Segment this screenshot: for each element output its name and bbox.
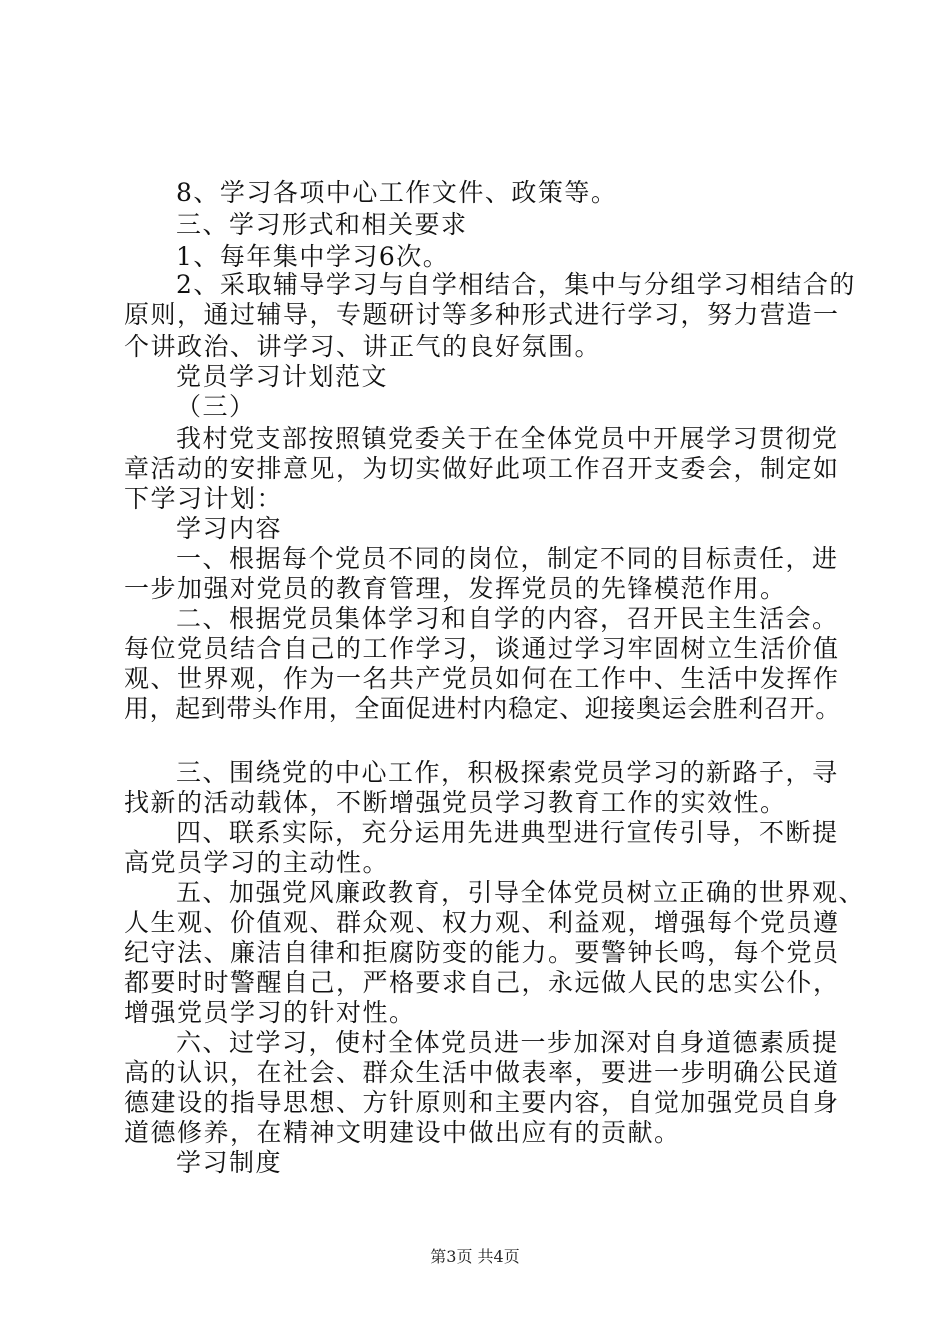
text-line: 2、采取辅导学习与自学相结合，集中与分组学习相结合的 (176, 270, 856, 299)
text-line: 每位党员结合自己的工作学习，谈通过学习牢固树立生活价值 (124, 634, 840, 663)
text-line: 一步加强对党员的教育管理，发挥党员的先锋模范作用。 (124, 574, 787, 603)
section-heading: 学习内容 (176, 514, 283, 543)
text-line: 四、联系实际，充分运用先进典型进行宣传引导，不断提 (176, 818, 839, 847)
text-line: 高党员学习的主动性。 (124, 848, 390, 877)
text-line: 找新的活动载体，不断增强党员学习教育工作的实效性。 (124, 788, 787, 817)
text-line: 纪守法、廉洁自律和拒腐防变的能力。要警钟长鸣，每个党员 (124, 938, 840, 967)
section-heading: 学习制度 (176, 1148, 283, 1177)
text-line: 1、每年集中学习6次。 (176, 242, 450, 271)
text-line: 六、过学习，使村全体党员进一步加深对自身道德素质提 (176, 1028, 839, 1057)
document-title: 党员学习计划范文 (176, 362, 389, 391)
page-footer: 第3页 共4页 (430, 1247, 520, 1266)
text-line: 我村党支部按照镇党委关于在全体党员中开展学习贯彻党 (176, 424, 839, 453)
text-line: 下学习计划： (124, 484, 284, 513)
text-line: 人生观、价值观、群众观、权力观、利益观，增强每个党员遵 (124, 908, 840, 937)
text-line: 二、根据党员集体学习和自学的内容，召开民主生活会。 (176, 604, 839, 633)
text-line: 原则，通过辅导，专题研讨等多种形式进行学习，努力营造一 (124, 300, 840, 329)
text-line: 德建设的指导思想、方针原则和主要内容，自觉加强党员自身 (124, 1088, 840, 1117)
text-line: 都要时时警醒自己，严格要求自己，永远做人民的忠实公仆， (124, 968, 840, 997)
text-line: 用，起到带头作用，全面促进村内稳定、迎接奥运会胜利召开。 (124, 694, 841, 723)
text-line: 观、世界观，作为一名共产党员如何在工作中、生活中发挥作 (124, 664, 840, 693)
text-line: 个讲政治、讲学习、讲正气的良好氛围。 (124, 332, 602, 361)
document-subtitle: （三） (176, 392, 256, 421)
text-line: 五、加强党风廉政教育，引导全体党员树立正确的世界观、 (176, 878, 866, 907)
text-line: 增强党员学习的针对性。 (124, 998, 416, 1027)
text-line: 一、根据每个党员不同的岗位，制定不同的目标责任，进 (176, 544, 839, 573)
text-line: 8、学习各项中心工作文件、政策等。 (176, 178, 618, 207)
section-heading: 三、学习形式和相关要求 (176, 210, 468, 239)
text-line: 道德修养，在精神文明建设中做出应有的贡献。 (124, 1118, 681, 1147)
text-line: 高的认识，在社会、群众生活中做表率，要进一步明确公民道 (124, 1058, 840, 1087)
text-line: 三、围绕党的中心工作，积极探索党员学习的新路子，寻 (176, 758, 839, 787)
text-line: 章活动的安排意见，为切实做好此项工作召开支委会，制定如 (124, 454, 840, 483)
